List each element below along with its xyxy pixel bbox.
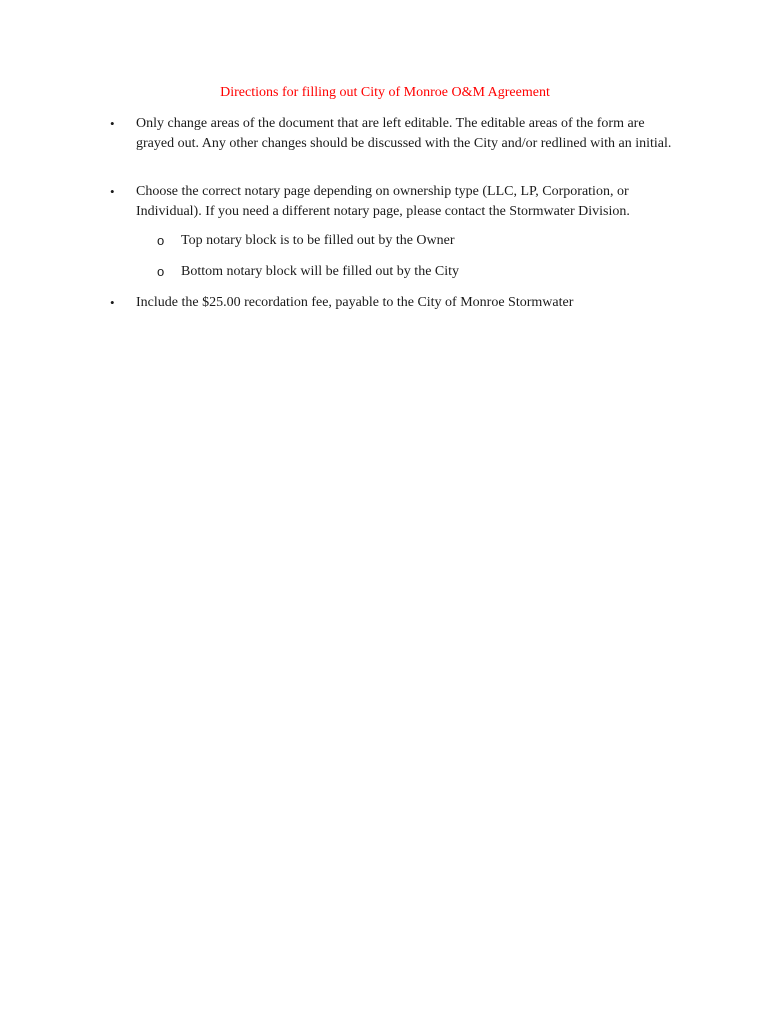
circle-bullet-icon: o bbox=[157, 233, 165, 248]
sub-list-item-text: Bottom notary block will be filled out by the City bbox=[181, 264, 460, 279]
list-item-text: Choose the correct notary page depending on ownership type (LLC, LP, Corporation, or Individual). If you need a different notary page, please contact the Stormwater Division. bbox=[136, 184, 630, 219]
list-item-recordation-fee bbox=[110, 293, 686, 313]
sub-list-item-top-notary bbox=[157, 231, 681, 251]
document-title: Directions for filling out City of Monroe O&M Agreement bbox=[220, 85, 550, 100]
list-item-editable-areas bbox=[110, 114, 686, 153]
list-item-text: Only change areas of the document that are left editable. The editable areas of the form are grayed out. Any other changes should be discussed with the City and/or redlined with an initial. bbox=[136, 116, 672, 151]
sub-list-item-bottom-notary bbox=[157, 262, 681, 282]
list-item-notary-page bbox=[110, 182, 686, 221]
circle-bullet-icon: o bbox=[157, 264, 165, 279]
list-item-text: Include the $25.00 recordation fee, payable to the City of Monroe Stormwater bbox=[136, 295, 574, 310]
bullet-icon: • bbox=[110, 184, 115, 199]
sub-list-item-text: Top notary block is to be filled out by the Owner bbox=[181, 233, 455, 248]
bullet-icon: • bbox=[110, 295, 115, 310]
bullet-icon: • bbox=[110, 116, 115, 131]
